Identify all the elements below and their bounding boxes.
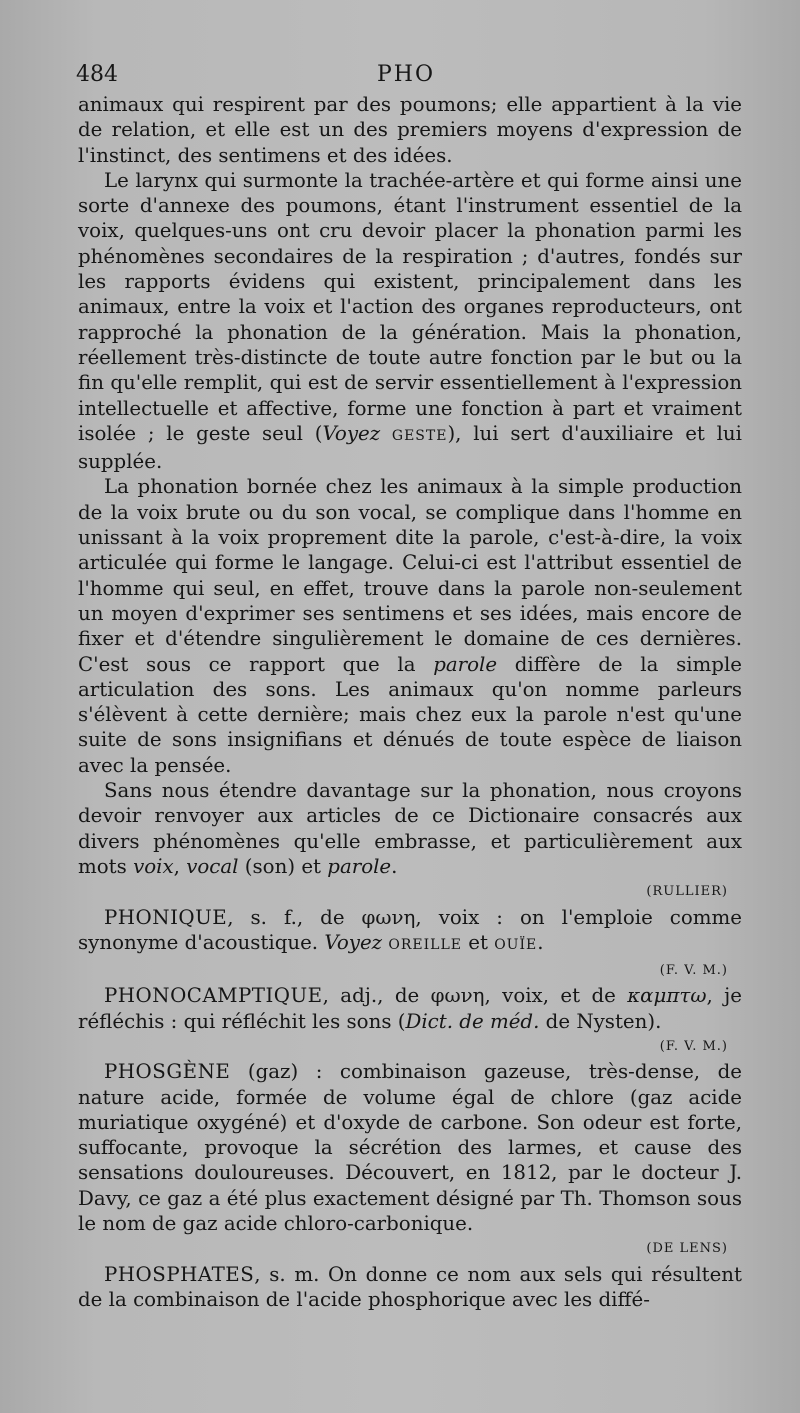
headword: PHOSGÈNE — [104, 1060, 231, 1084]
author-signature: (F. V. M.) — [659, 963, 728, 979]
author-signature: (RULLIER) — [646, 884, 728, 900]
cross-reference: OUÏE — [494, 936, 538, 953]
page-text — [78, 92, 742, 1312]
author-signature: (DE LENS) — [646, 1241, 728, 1257]
greek-word: καμπτω — [627, 984, 707, 1008]
cross-reference: OREILLE — [388, 936, 462, 953]
headword: PHONOCAMPTIQUE — [104, 984, 323, 1008]
cross-reference: GESTE — [391, 427, 448, 444]
headword: PHOSPHATES — [104, 1262, 255, 1286]
page-header — [76, 62, 736, 92]
source-title: Dict. de méd. — [405, 1009, 540, 1033]
paragraph-continued: animaux qui respirent par des poumons; elle appartient à la vie de relation, et elle est un des premiers moyens d'expression de l'instinct, des sentimens et des idées. — [78, 93, 742, 167]
paragraph-larynx: Le larynx qui surmonte la trachée-artère et qui forme ainsi une sorte d'annexe des poumons, étant l'instrument essentiel de la voix, quelques-uns ont cru devoir placer la phonation parmi les phénomènes secondaires de la respiration ; d'autres, fondés sur les rapports évidens qui existent, principalement dans les animaux, entre la voix et l'action des organes reproducteurs, ont rapproché la phonation de la génération. Mais la phonation, réellement très-distincte de toute autre fonction par le but ou la fin qu'elle remplit, qui est de servir essentiellement à l'expression intellectuelle et affective, forme une fonction à part et vraiment isolée ; le geste seul (Voyez GESTE), lui sert d'auxiliaire et lui supplée. — [78, 168, 742, 474]
italic-term: parole — [327, 854, 392, 878]
italic-term: vocal — [186, 854, 239, 878]
entry-phonique: PHONIQUE, s. f., de φωνη, voix : on l'emploie comme synonyme d'acoustique. Voyez OREILLE et OUÏE. — [78, 905, 742, 954]
voyez-label: Voyez — [322, 421, 381, 445]
paragraph-conclusion: Sans nous étendre davantage sur la phonation, nous croyons devoir renvoyer aux articles de ce Dictionaire consacrés aux divers phénomènes qu'elle embrasse, et particulièrement aux mots voix, vocal (son) et parole. — [78, 779, 742, 878]
entry-phosgene: PHOSGÈNE (gaz) : combinaison gazeuse, très-dense, de nature acide, formée de volume égal de chlore (gaz acide muriatique oxygéné) et d'oxyde de carbone. Son odeur est forte, suffocante, provoque la sécrétion des larmes, et cause des sensations douloureuses. Découvert, en 1812, par le docteur J. Davy, ce gaz a été plus exactement désigné par Th. Thomson sous le nom de gaz acide chloro-carbonique. — [78, 1060, 742, 1236]
italic-term: voix — [133, 854, 174, 878]
entry-phosphates: PHOSPHATES, s. m. On donne ce nom aux sels qui résultent de la combinaison de l'acide phosphorique avec les diffé- — [78, 1262, 742, 1311]
paragraph-parole: La phonation bornée chez les animaux à la simple production de la voix brute ou du son vocal, se complique dans l'homme en unissant à la voix proprement dite la parole, c'est-à-dire, la voix articulée qui forme le langage. Celui-ci est l'attribut essentiel de l'homme qui seul, en effet, trouve dans la parole non-seulement un moyen d'exprimer ses sentimens et ses idées, mais encore de fixer et d'étendre singulièrement le domaine de ces dernières. C'est sous ce rapport que la parole diffère de la simple articulation des sons. Les animaux qu'on nomme parleurs s'élèvent à cette dernière; mais chez eux la parole n'est qu'une suite de sons insignifians et dénués de toute espèce de liaison avec la pensée. — [78, 475, 743, 777]
author-signature: (F. V. M.) — [659, 1038, 728, 1054]
running-head: PHO — [376, 62, 436, 87]
page-number: 484 — [76, 62, 118, 87]
headword: PHONIQUE — [104, 905, 228, 929]
entry-phonocamptique: PHONOCAMPTIQUE, adj., de φωνη, voix, et de καμπτω, je réfléchis : qui réfléchit les sons (Dict. de méd. de Nysten). — [78, 984, 742, 1033]
voyez-label: Voyez — [324, 930, 383, 954]
italic-term: parole — [433, 652, 498, 676]
